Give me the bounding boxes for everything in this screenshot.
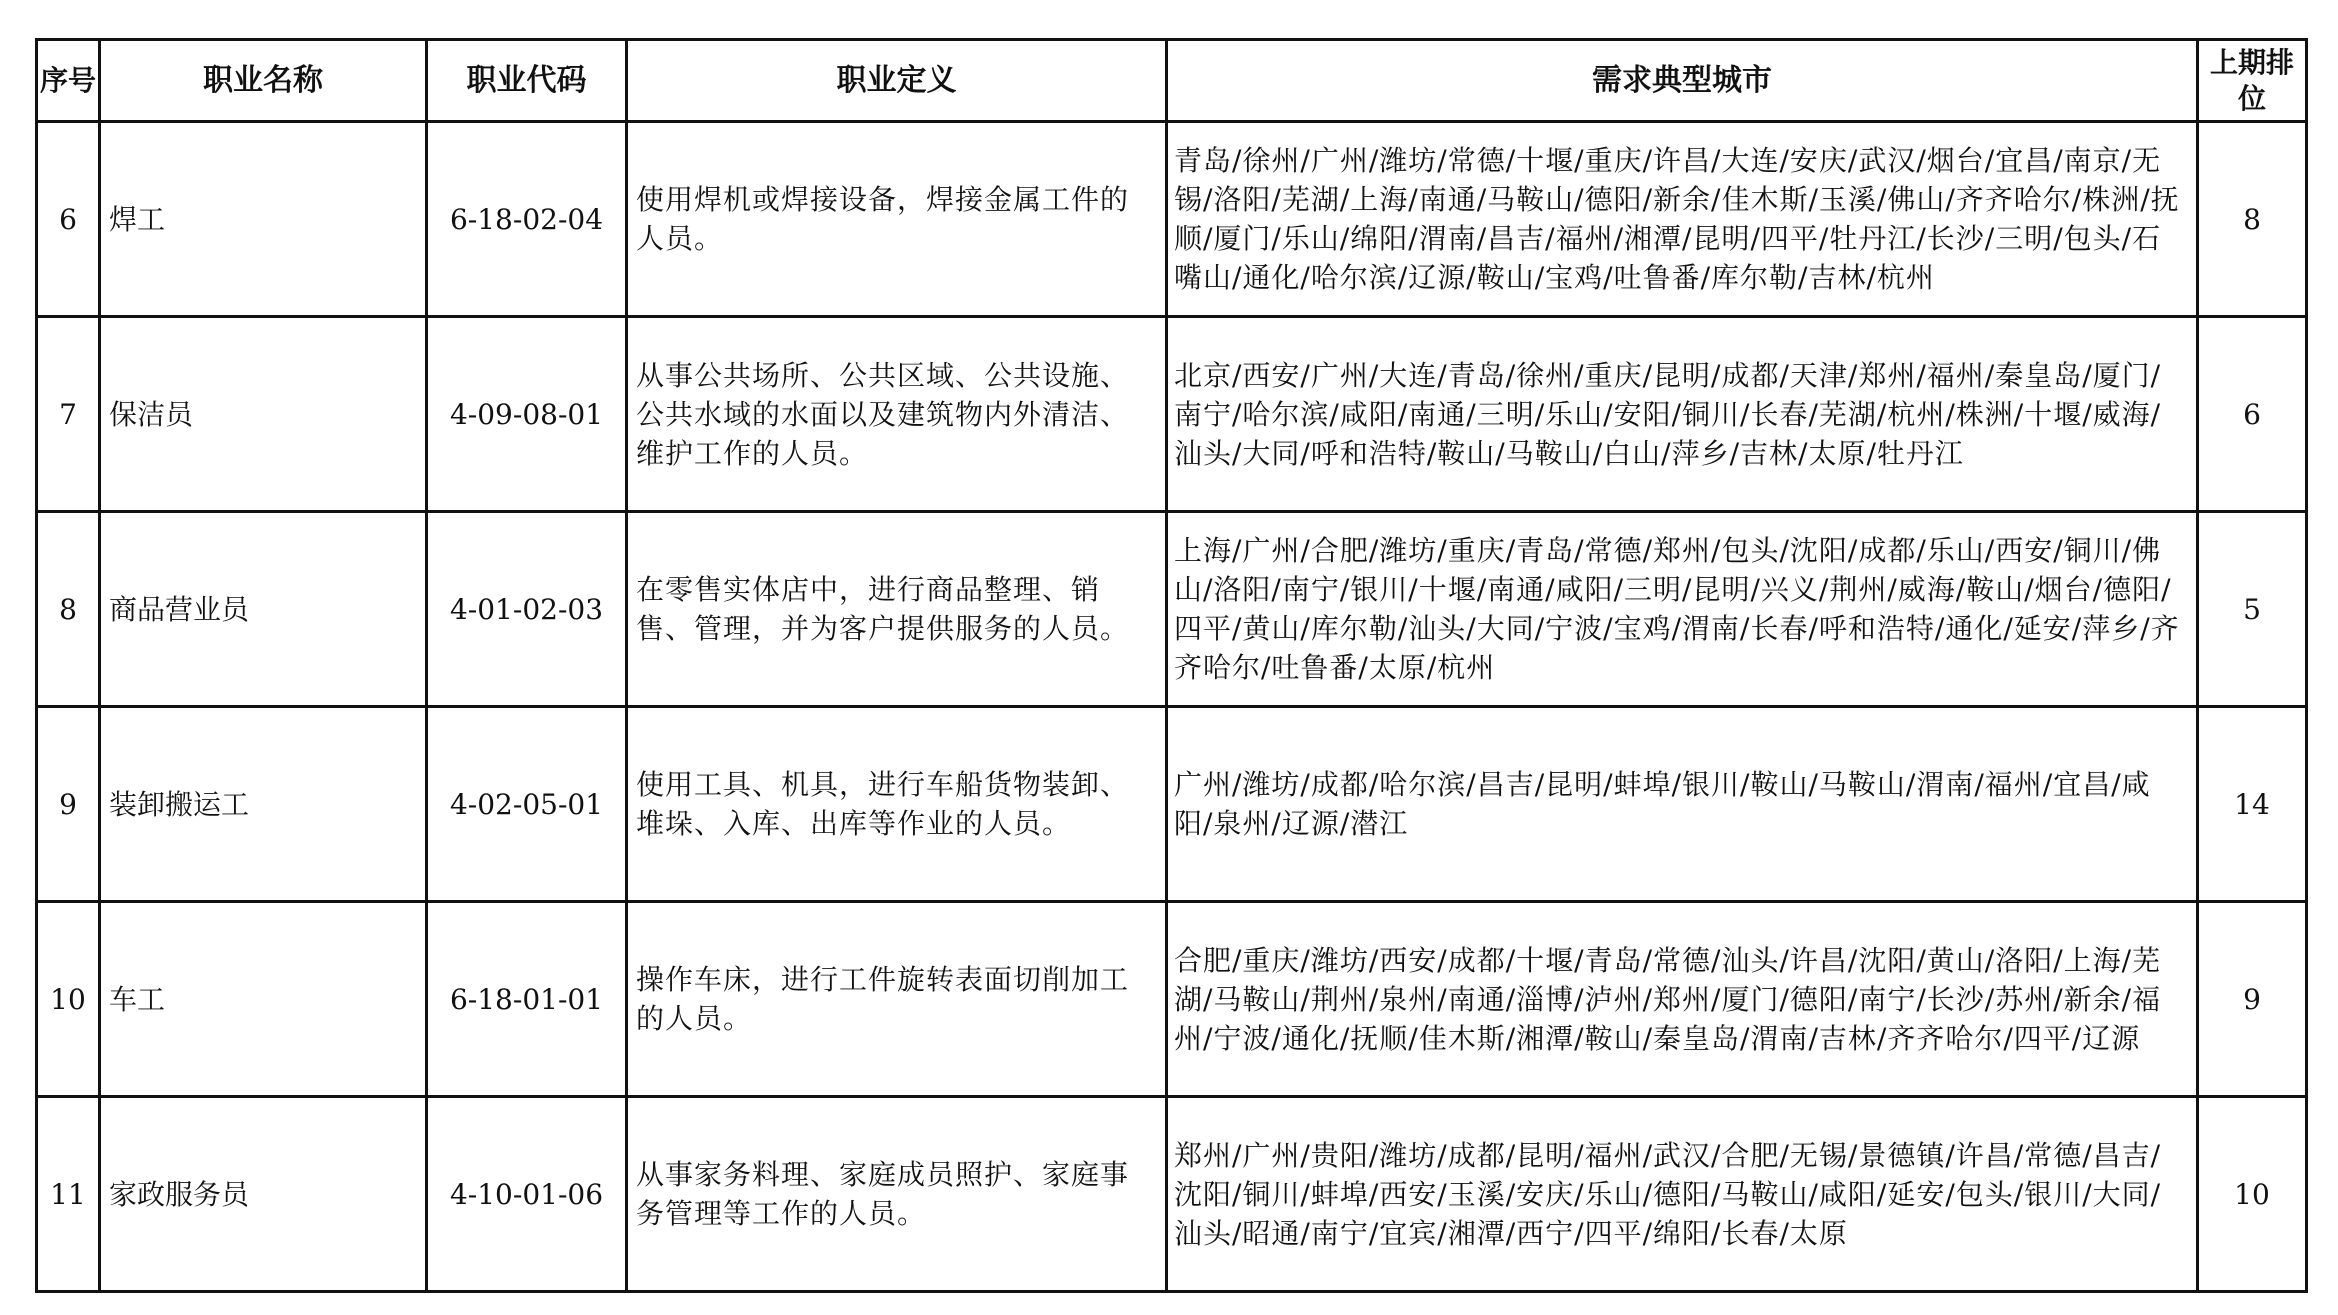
row-occupation-code: 4-01-02-03: [427, 512, 627, 707]
row-occupation-name: 保洁员: [100, 317, 427, 512]
header-code: 职业代码: [427, 40, 627, 122]
row-prev-rank: 6: [2198, 317, 2307, 512]
table-row: [37, 1097, 2307, 1292]
row-cities: 青岛/徐州/广州/潍坊/常德/十堰/重庆/许昌/大连/安庆/武汉/烟台/宜昌/南京/无锡/洛阳/芜湖/上海/南通/马鞍山/德阳/新余/佳木斯/玉溪/佛山/齐齐哈尔/株洲/抚顺/厦门/乐山/绵阳/渭南/昌吉/福州/湘潭/昆明/四平/牡丹江/长沙/三明/包头/石嘴山/通化/哈尔滨/辽源/鞍山/宝鸡/吐鲁番/库尔勒/吉林/杭州: [1167, 122, 2198, 317]
row-prev-rank: 9: [2198, 902, 2307, 1097]
row-no: 11: [37, 1097, 100, 1292]
row-prev-rank: 8: [2198, 122, 2307, 317]
row-prev-rank: 10: [2198, 1097, 2307, 1292]
table-row: [37, 512, 2307, 707]
row-occupation-code: 4-09-08-01: [427, 317, 627, 512]
row-definition: 使用工具、机具，进行车船货物装卸、堆垛、入库、出库等作业的人员。: [627, 707, 1167, 902]
header-prev-rank: 上期排位: [2198, 40, 2307, 122]
row-occupation-name: 焊工: [100, 122, 427, 317]
table-row: [37, 707, 2307, 902]
row-no: 8: [37, 512, 100, 707]
row-cities: 广州/潍坊/成都/哈尔滨/昌吉/昆明/蚌埠/银川/鞍山/马鞍山/渭南/福州/宜昌/咸阳/泉州/辽源/潜江: [1167, 707, 2198, 902]
row-cities: 郑州/广州/贵阳/潍坊/成都/昆明/福州/武汉/合肥/无锡/景德镇/许昌/常德/昌吉/沈阳/铜川/蚌埠/西安/玉溪/安庆/乐山/德阳/马鞍山/咸阳/延安/包头/银川/大同/汕头/昭通/南宁/宜宾/湘潭/西宁/四平/绵阳/长春/太原: [1167, 1097, 2198, 1292]
row-cities: 上海/广州/合肥/潍坊/重庆/青岛/常德/郑州/包头/沈阳/成都/乐山/西安/铜川/佛山/洛阳/南宁/银川/十堰/南通/咸阳/三明/昆明/兴义/荆州/威海/鞍山/烟台/德阳/四平/黄山/库尔勒/汕头/大同/宁波/宝鸡/渭南/长春/呼和浩特/通化/延安/萍乡/齐齐哈尔/吐鲁番/太原/杭州: [1167, 512, 2198, 707]
row-cities: 北京/西安/广州/大连/青岛/徐州/重庆/昆明/成都/天津/郑州/福州/秦皇岛/厦门/南宁/哈尔滨/咸阳/南通/三明/乐山/安阳/铜川/长春/芜湖/杭州/株洲/十堰/威海/汕头/大同/呼和浩特/鞍山/马鞍山/白山/萍乡/吉林/太原/牡丹江: [1167, 317, 2198, 512]
occupation-demand-table: [35, 38, 2308, 1293]
row-occupation-name: 车工: [100, 902, 427, 1097]
table-row: [37, 317, 2307, 512]
row-definition: 从事家务料理、家庭成员照护、家庭事务管理等工作的人员。: [627, 1097, 1167, 1292]
row-occupation-name: 装卸搬运工: [100, 707, 427, 902]
row-cities: 合肥/重庆/潍坊/西安/成都/十堰/青岛/常德/汕头/许昌/沈阳/黄山/洛阳/上海/芜湖/马鞍山/荆州/泉州/南通/淄博/泸州/郑州/厦门/德阳/南宁/长沙/苏州/新余/福州/宁波/通化/抚顺/佳木斯/湘潭/鞍山/秦皇岛/渭南/吉林/齐齐哈尔/四平/辽源: [1167, 902, 2198, 1097]
row-occupation-code: 4-10-01-06: [427, 1097, 627, 1292]
row-definition: 从事公共场所、公共区域、公共设施、公共水域的水面以及建筑物内外清洁、维护工作的人员。: [627, 317, 1167, 512]
row-occupation-name: 家政服务员: [100, 1097, 427, 1292]
row-prev-rank: 5: [2198, 512, 2307, 707]
row-definition: 在零售实体店中，进行商品整理、销售、管理，并为客户提供服务的人员。: [627, 512, 1167, 707]
row-prev-rank: 14: [2198, 707, 2307, 902]
row-no: 9: [37, 707, 100, 902]
table-row: [37, 122, 2307, 317]
header-no: 序号: [37, 40, 100, 122]
row-occupation-name: 商品营业员: [100, 512, 427, 707]
row-no: 7: [37, 317, 100, 512]
row-occupation-code: 4-02-05-01: [427, 707, 627, 902]
row-definition: 操作车床，进行工件旋转表面切削加工的人员。: [627, 902, 1167, 1097]
row-definition: 使用焊机或焊接设备，焊接金属工件的人员。: [627, 122, 1167, 317]
header-definition: 职业定义: [627, 40, 1167, 122]
row-occupation-code: 6-18-01-01: [427, 902, 627, 1097]
row-no: 6: [37, 122, 100, 317]
header-name: 职业名称: [100, 40, 427, 122]
table-header-row: [37, 40, 2307, 122]
row-no: 10: [37, 902, 100, 1097]
row-occupation-code: 6-18-02-04: [427, 122, 627, 317]
header-cities: 需求典型城市: [1167, 40, 2198, 122]
table-row: [37, 902, 2307, 1097]
